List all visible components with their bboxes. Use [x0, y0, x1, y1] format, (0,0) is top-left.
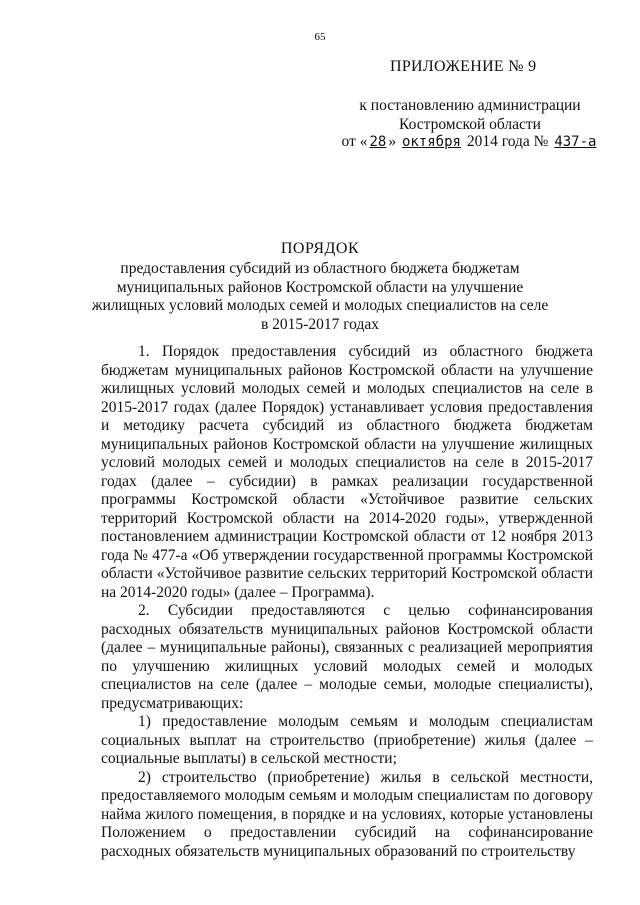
paragraph-1: 1. Порядок предоставления субсидий из областного бюджета бюджетам муниципальных районов Костромской области на улучшение жилищных условий молодых семей и молодых специалистов на селе в 2015-2017 годах (далее Порядок) устанавливает условия предоставления и методику расчета субсидий из областного бюджета бюджетам муниципальных районов Костромской области на улучшение жилищных условий молодых семей и молодых специалистов на селе в 2015-2017 годах (далее – субсидии) в рамках реализации государственной программы Костромской области «Устойчивое развитие сельских территорий Костромской области на 2014-2020 годы», утвержденной постановлением администрации Костромской области от 12 ноября 2013 года № 477-а «Об утверждении государственной программы Костромской области «Устойчивое развитие сельских территорий Костромской области на 2014-2020 годы» (далее – Программа).	[101, 343, 593, 601]
appendix-title: ПРИЛОЖЕНИЕ № 9	[390, 58, 537, 75]
date-year: 2014 года №	[466, 133, 549, 150]
document-body	[101, 343, 593, 861]
appendix-reference	[330, 96, 610, 134]
appendix-ref-line-1: к постановлению администрации	[359, 97, 581, 114]
date-day: 28	[369, 134, 387, 150]
paragraph-2-item-2: 2) строительство (приобретение) жилья в сельской местности, предоставляемого молодым семьям и молодым специалистам по договору найма жилого помещения, в порядке и на условиях, которые установлены Положением о предоставлении субсидий на софинансирование расходных обязательств муниципальных образований по строительству	[101, 768, 593, 860]
date-prefix: от «	[341, 133, 368, 150]
paragraph-2-item-1: 1) предоставление молодым семьям и молодым специалистам социальных выплат на строительство (приобретение) жилья (далее – социальные выплаты) в сельской местности;	[101, 713, 593, 767]
resolution-date-line	[330, 133, 610, 151]
date-month: октября	[401, 134, 461, 150]
document-subtitle: предоставления субсидий из областного бюджета бюджетам муниципальных районов Костромской области на улучшение жилищных условий молодых семей и молодых специалистов на селе в 2015-2017 годах	[91, 260, 549, 333]
resolution-number: 437-а	[554, 134, 597, 150]
appendix-ref-line-2: Костромской области	[399, 116, 541, 133]
paragraph-2: 2. Субсидии предоставляются с целью софинансирования расходных обязательств муниципальных районов Костромской области (далее – муниципальные районы), связанных с реализацией мероприятия по улучшению жилищных условий молодых семей и молодых специалистов на селе (далее – молодые семьи, молодые специалисты), предусматривающих:	[101, 602, 593, 712]
date-mid: »	[388, 133, 397, 150]
document-title: ПОРЯДОК	[280, 240, 360, 257]
page-number: 65	[314, 31, 326, 43]
